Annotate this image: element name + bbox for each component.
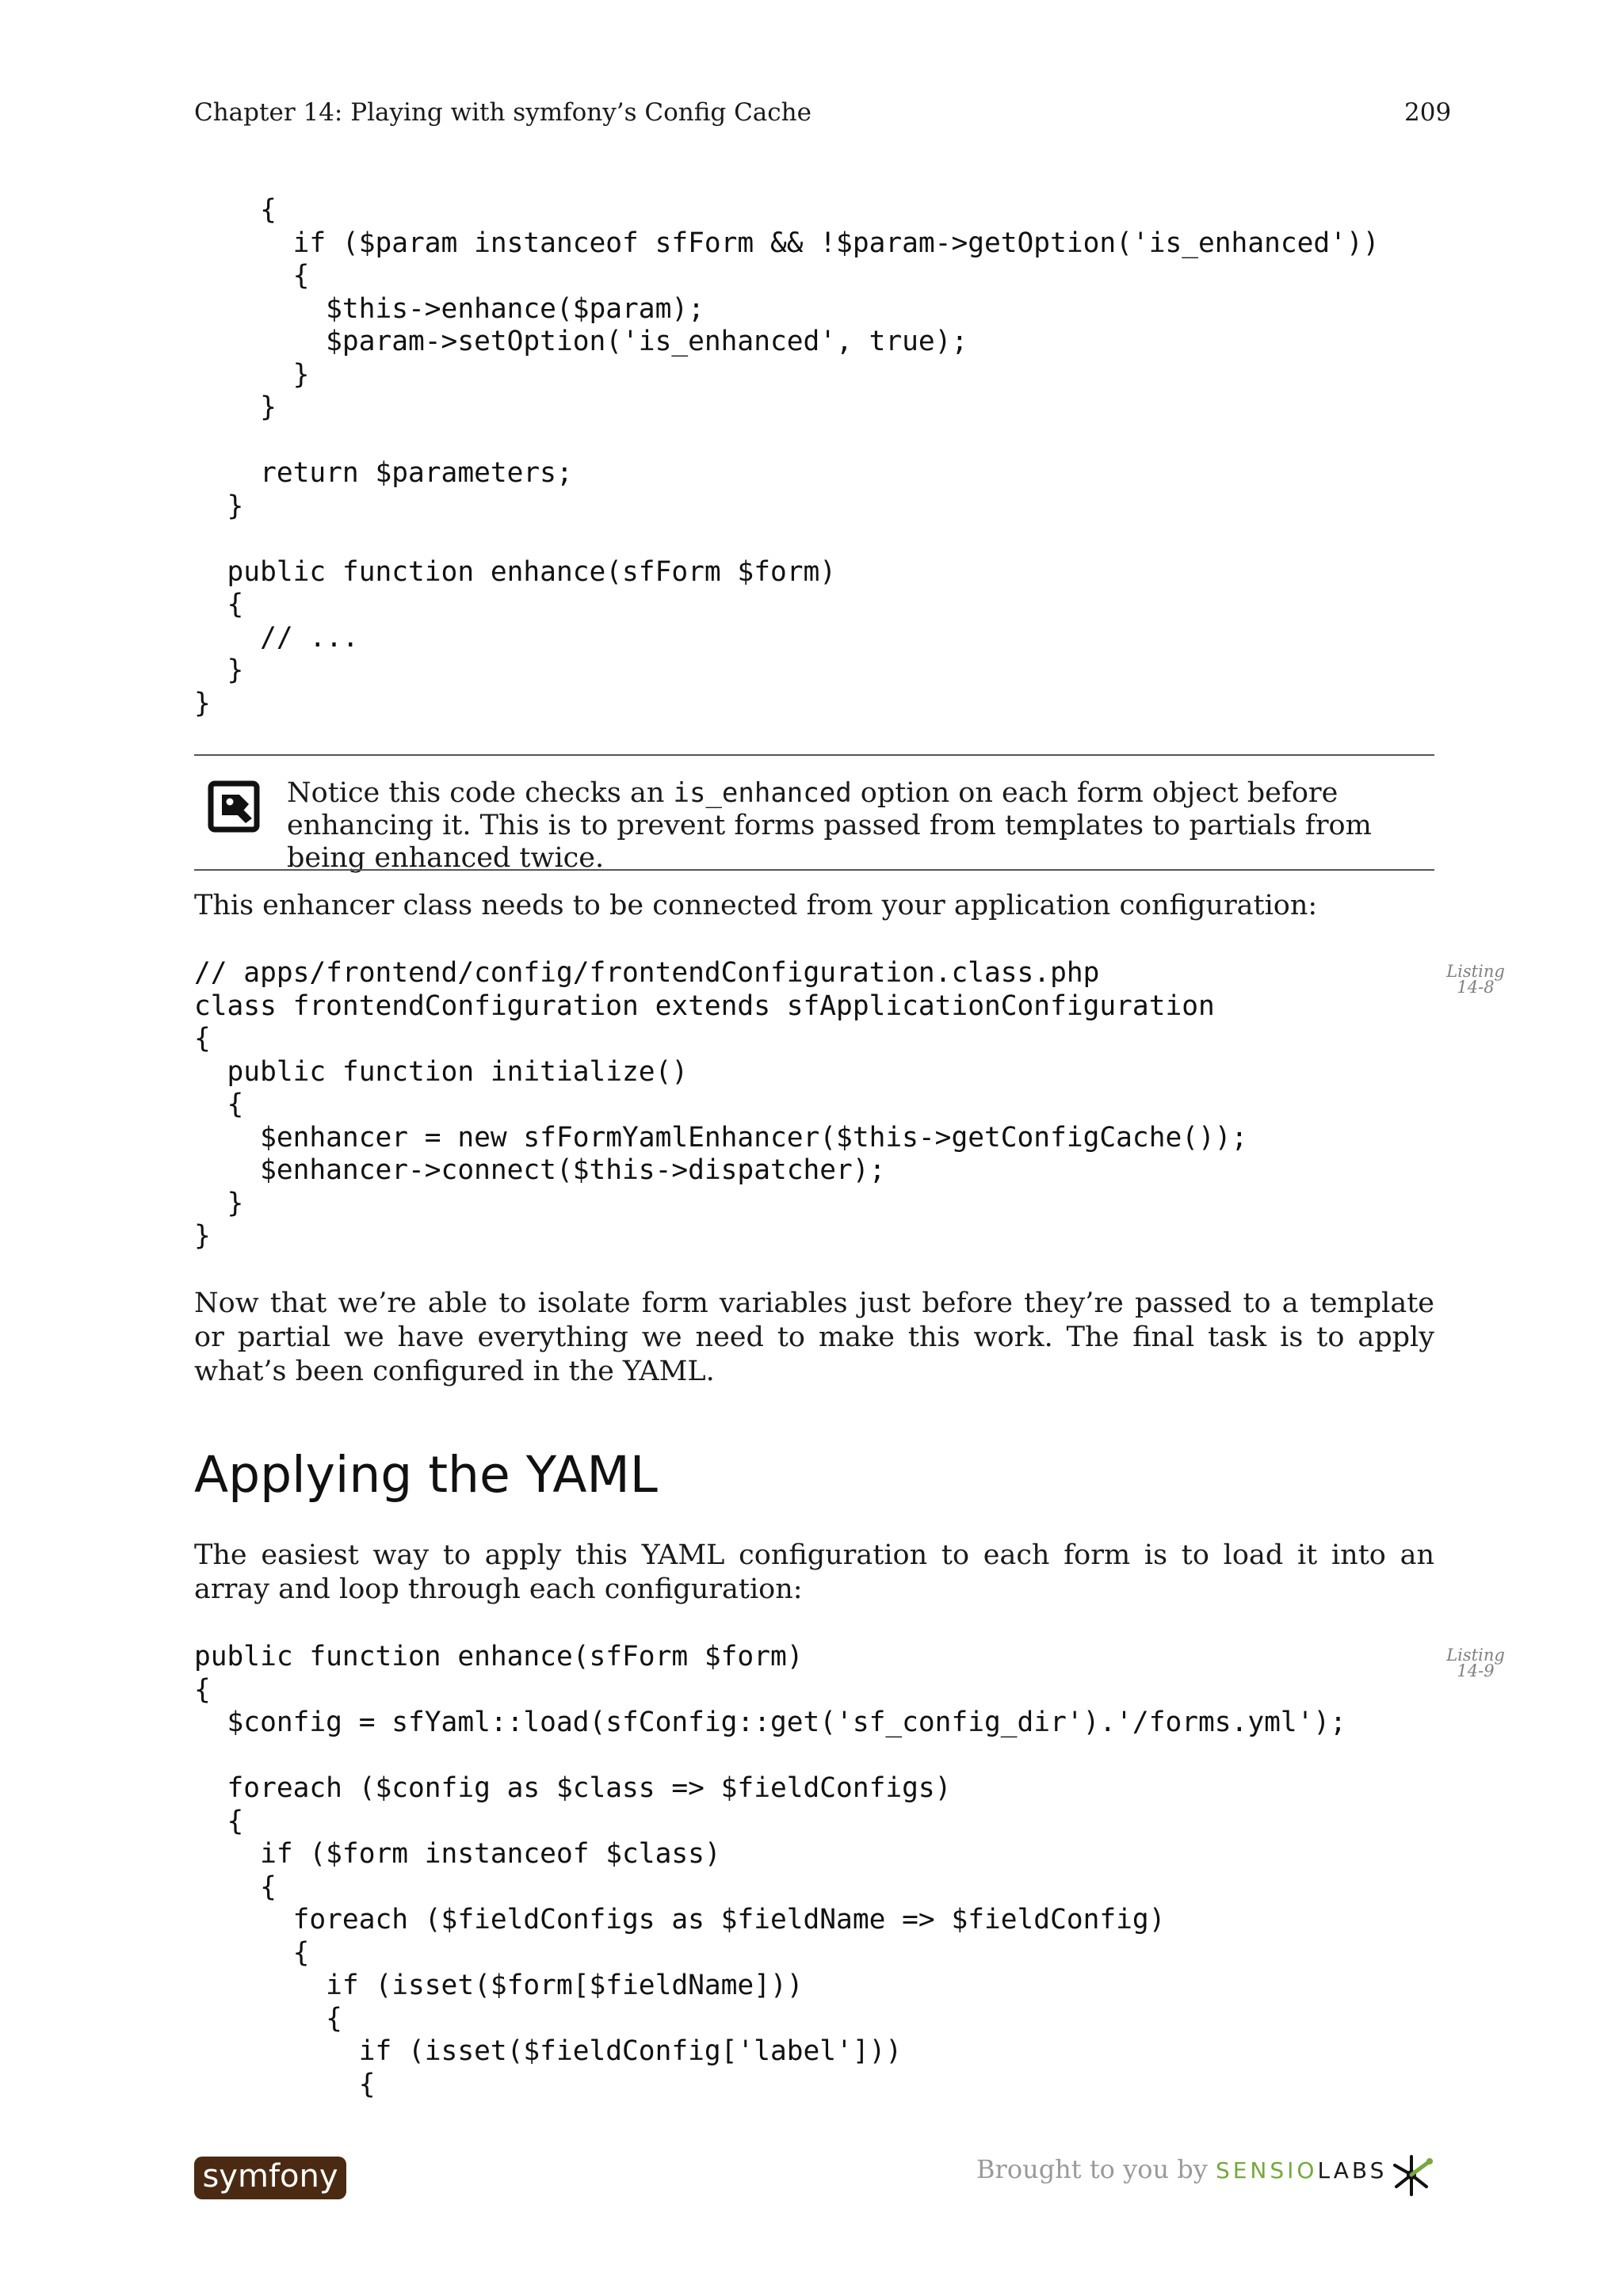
code-listing-14-8: // apps/frontend/config/frontendConfiguration.class.php class frontendConfiguration extends sfApplicationConfiguration { public function initialize() { $enhancer = new sfFormYamlEnhancer($this->getConfigCache()); $enhancer->connect($this->dispatcher); } }	[194, 957, 1248, 1252]
page-number: 209	[1404, 98, 1452, 127]
running-header-chapter: Chapter 14: Playing with symfony’s Config Cache	[194, 98, 812, 127]
note-top-rule	[194, 754, 1434, 756]
note-inline-code: is_enhanced	[673, 777, 852, 809]
sensio-wordmark: SENSIO	[1215, 2157, 1318, 2183]
note-icon	[208, 780, 262, 834]
code-block-continued: { if ($param instanceof sfForm && !$param->getOption('is_enhanced')) { $this->enhance($param); $param->setOption('is_enhanced', true); } } return $parameters; } public function enhance(sfForm $form) { // ... } }	[194, 194, 1380, 719]
sensiolabs-logo-icon	[1388, 2152, 1434, 2198]
code-listing-14-9: public function enhance(sfForm $form) { $config = sfYaml::load(sfConfig::get('sf_config_dir').'/forms.yml'); foreach ($config as $class => $fieldConfigs) { if ($form instanceof $class) { foreach ($fieldConfigs as $fieldName => $fieldConfig) { if (isset($form[$fieldName])) { if (isset($fieldConfig['label'])) {	[194, 1641, 1346, 2100]
note-bottom-rule	[194, 869, 1434, 871]
symfony-logo: symfony	[194, 2157, 346, 2199]
paragraph-connect: This enhancer class needs to be connected from your application configuration:	[194, 890, 1318, 921]
section-heading: Applying the YAML	[194, 1446, 658, 1504]
footer-credit: Brought to you by SENSIOLABS	[976, 2154, 1388, 2184]
listing-label-14-8: Listing 14-8	[1446, 962, 1505, 997]
paragraph-easiest: The easiest way to apply this YAML configuration to each form is to load it into an array and loop through each configuration:	[194, 1539, 1434, 1605]
note-text: Notice this code checks an is_enhanced option on each form object before enhancing it. This is to prevent forms passed from templates to partials from being enhanced twice.	[287, 777, 1372, 874]
labs-wordmark: LABS	[1317, 2157, 1388, 2183]
paragraph-isolate: Now that we’re able to isolate form variables just before they’re passed to a template or partial we have everything we need to make this work. The final task is to apply what’s been configured in the YAML.	[194, 1287, 1434, 1387]
listing-label-14-9: Listing 14-9	[1446, 1646, 1505, 1680]
